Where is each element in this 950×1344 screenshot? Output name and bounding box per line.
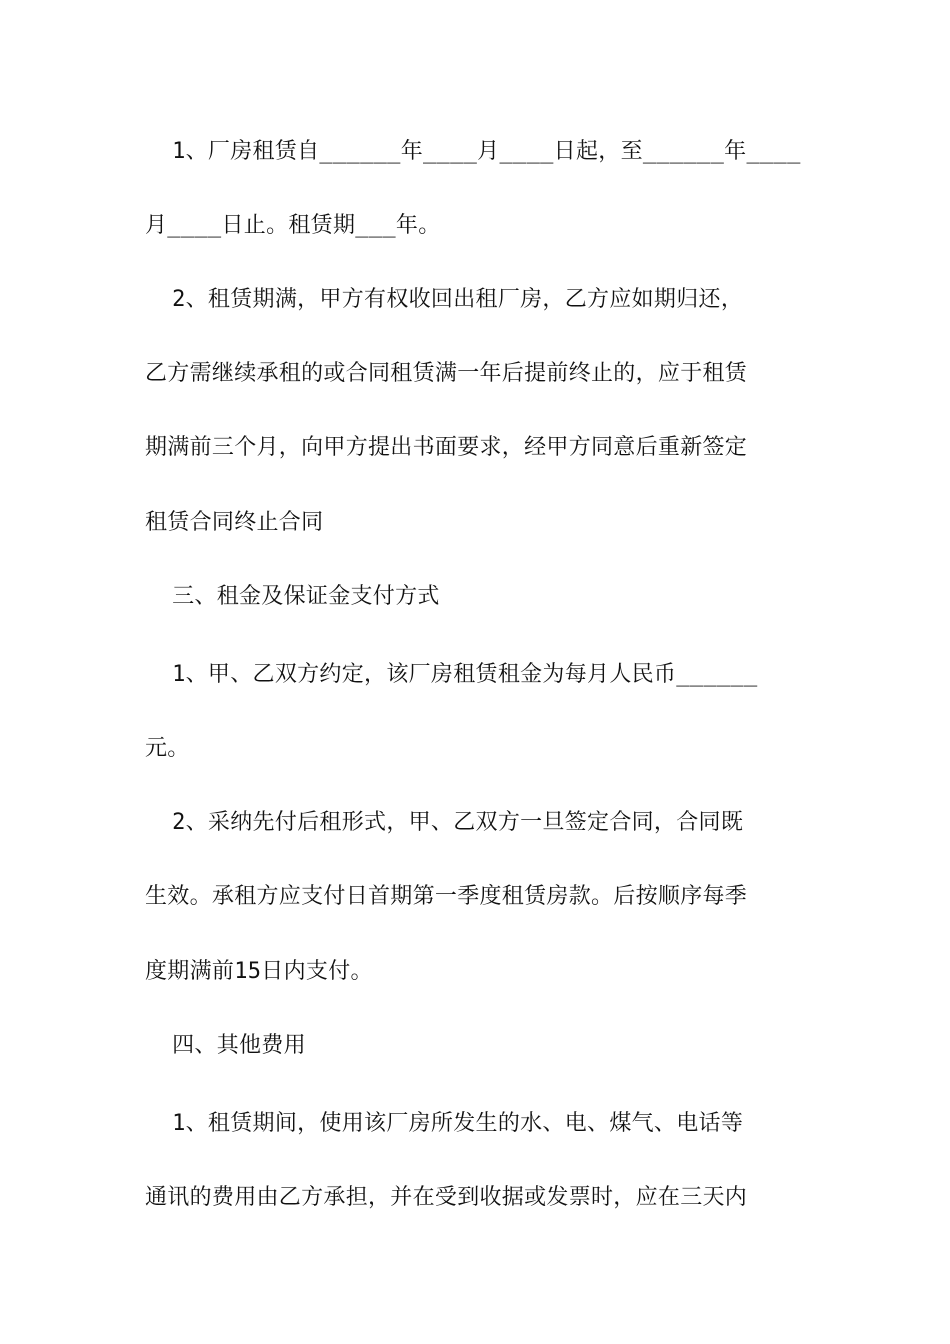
text-line: 乙方需继续承租的或合同租赁满一年后提前终止的，应于租赁 [145, 361, 748, 386]
text-line: 期满前三个月，向甲方提出书面要求，经甲方同意后重新签定 [145, 435, 748, 460]
section-heading: 三、租金及保证金支付方式 [145, 584, 440, 609]
text-line: 租赁合同终止合同 [145, 510, 324, 535]
text-line: 2、采纳先付后租形式，甲、乙双方一旦签定合同，合同既 [145, 810, 744, 835]
section-heading: 四、其他费用 [145, 1033, 306, 1058]
text-line: 1、厂房租赁自______年____月____日起，至______年____ [145, 139, 801, 164]
text-line: 度期满前15日内支付。 [145, 959, 373, 984]
text-line: 1、租赁期间，使用该厂房所发生的水、电、煤气、电话等 [145, 1111, 744, 1136]
text-line: 2、租赁期满，甲方有权收回出租厂房，乙方应如期归还， [145, 287, 744, 312]
text-line: 生效。承租方应支付日首期第一季度租赁房款。后按顺序每季 [145, 884, 748, 909]
text-line: 1、甲、乙双方约定，该厂房租赁租金为每月人民币______ [145, 662, 758, 687]
text-line: 月____日止。租赁期___年。 [145, 213, 441, 238]
text-line: 通讯的费用由乙方承担，并在受到收据或发票时，应在三天内 [145, 1185, 748, 1210]
text-line: 元。 [145, 736, 190, 761]
